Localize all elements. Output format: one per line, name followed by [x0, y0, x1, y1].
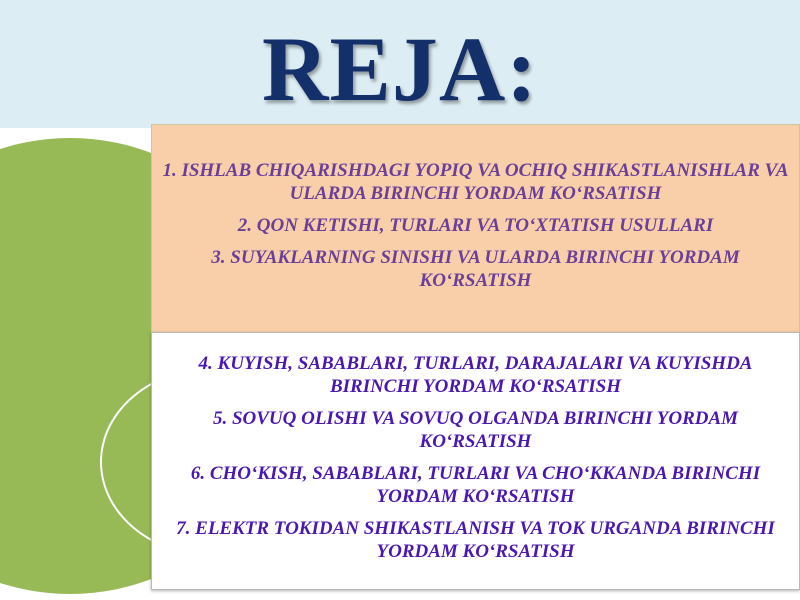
plan-item-5: 5. SOVUQ OLISHI VA SOVUQ OLGANDA BIRINCHI YORDAM KO‘RSATISH — [212, 408, 739, 452]
plan-item-3: 3. SUYAKLARNING SINISHI VA ULARDA BIRINCHI YORDAM KO‘RSATISH — [211, 247, 740, 291]
plan-box-top — [151, 124, 800, 334]
plan-item-1: 1. ISHLAB CHIQARISHDAGI YOPIQ VA OCHIQ SHIKASTLANISHLAR VA ULARDA BIRINCHI YORDAM KO‘RSATISH — [162, 160, 789, 204]
plan-item-6: 6. CHO‘KISH, SABABLARI, TURLARI VA CHO‘KKANDA BIRINCHI YORDAM KO‘RSATISH — [190, 463, 761, 507]
plan-item-4: 4. KUYISH, SABABLARI, TURLARI, DARAJALARI VA KUYISHDA BIRINCHI YORDAM KO‘RSATISH — [198, 353, 753, 397]
page-title: REJA: — [262, 18, 538, 120]
plan-item-2: 2. QON KETISHI, TURLARI VA TO‘XTATISH USULLARI — [237, 215, 714, 236]
plan-box-bottom — [151, 332, 800, 590]
plan-item-7: 7. ELEKTR TOKIDAN SHIKASTLANISH VA TOK URGANDA BIRINCHI YORDAM KO‘RSATISH — [176, 518, 775, 562]
